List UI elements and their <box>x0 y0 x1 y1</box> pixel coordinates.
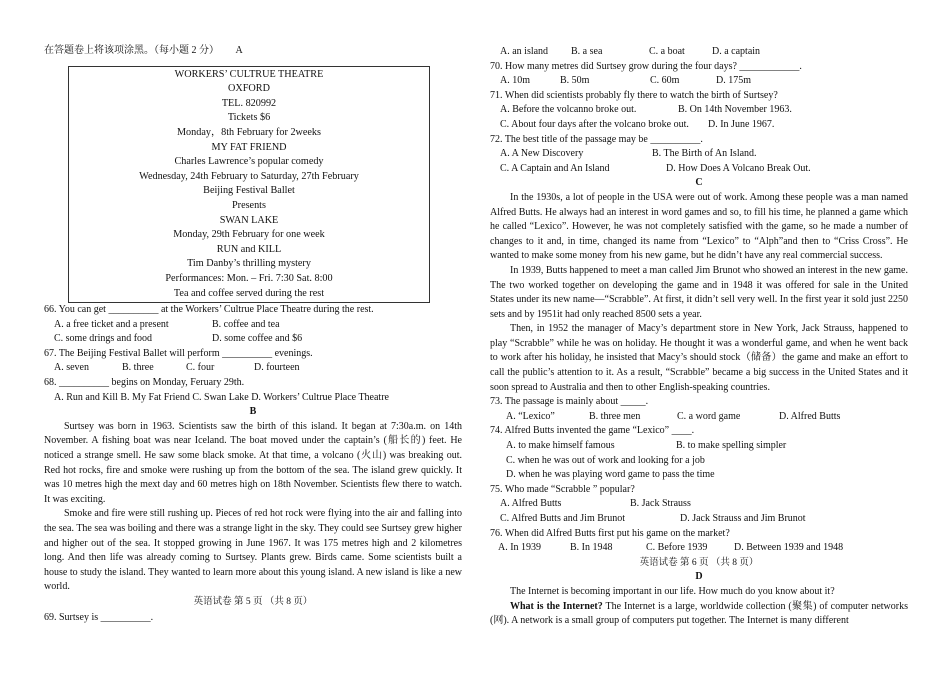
question-75: 75. Who made “Scrabble ” popular? <box>490 483 635 495</box>
question-68: 68. __________ begins on Monday, Feruary 29th. <box>44 377 245 389</box>
option-b: B. to make spelling simpler <box>676 440 787 452</box>
passage-b-paragraph-2: Smoke and fire were still rushing up. Pieces of red hot rock were flying into the air and falling into the sea. The sea was boiling and there was a strange light in the sky. They could see Surtsey grew higher and higher out of the sea. It stopped growing in June 1967. It was 175 metres high and 2 kilometres long. And then life was already coming to Surtsey. Plants grew. Birds came. Some scientists built a house to study the island. They wanted to learn more about this young island. A new island is like a new world. <box>44 508 462 593</box>
question-75-options <box>490 497 908 512</box>
notice-line: Tickets $6 <box>227 112 271 124</box>
option-d: D. a captain <box>712 46 761 57</box>
question-66-options <box>44 318 462 333</box>
notice-line: MY FAT FRIEND <box>211 141 287 153</box>
option-d: D. fourteen <box>254 362 300 374</box>
notice-line: SWAN LAKE <box>219 214 279 226</box>
option-d: D. Jack Strauss and Jim Brunot <box>680 513 806 524</box>
question-73: 73. The passage is mainly about _____. <box>490 396 649 408</box>
option-b: B. The Birth of An Island. <box>652 148 757 160</box>
option-a: A. Before the volcanno broke out. <box>500 104 637 116</box>
option-c: C. a word game <box>677 410 741 422</box>
option-d: D. Between 1939 and 1948 <box>734 542 844 554</box>
notice-line: WORKERS’ CULTRUE THEATRE <box>174 68 324 80</box>
passage-c-paragraph-2: In 1939, Butts happened to meet a man called Jim Brunot who showed an interest in the new game. The two worked together on developing the game and in 1948 it was offered for sale in the United States under its new name—“Scrabble”. At first, it didn’t sell very well. In the first year it sold just 2250 sets and by 1951it had only reached 8500 sets a year. <box>490 264 908 320</box>
page-footer-6: 英语试卷 第 6 页 （共 8 页） <box>639 557 759 568</box>
option-b: B. On 14th November 1963. <box>678 104 792 116</box>
option-a: A. Alfred Butts <box>500 498 562 510</box>
option-a: A. an island <box>500 46 549 57</box>
option-d: D. How Does A Volcano Break Out. <box>666 162 811 174</box>
notice-line: RUN and KILL <box>216 243 282 255</box>
question-66: 66. You can get __________ at the Workers’ Cultrue Place Theatre during the rest. <box>44 304 374 316</box>
notice-line: Monday, 29th February for one week <box>173 229 325 241</box>
option-b: B. a sea <box>571 46 603 57</box>
option-a: A. seven <box>54 362 89 374</box>
option-a: A. a free ticket and a present <box>54 318 169 330</box>
question-67: 67. The Beijing Festival Ballet will perform __________ evenings. <box>44 347 313 359</box>
question-73-options <box>490 410 908 425</box>
passage-c-paragraph-3: Then, in 1952 the manager of Macy’s department store in New York, Jack Strauss, happened to play “Scrabble” while he was on holiday. He thought it was a wonderful game, and when he went back to work after his holiday, he insisted that Macy’s should stock（储备）the game and make an effort to call the public’s attention to it. As a result, “Scrabble” became a big success in the United States and it soon spread to Australia and then to other English-speaking countries. <box>490 323 908 393</box>
option-d: D. when he was playing word game to pass the time <box>506 469 715 481</box>
notice-line: OXFORD <box>228 83 270 95</box>
section-b-label: B <box>249 406 257 418</box>
question-71-options <box>490 118 908 133</box>
question-70-options <box>490 74 908 89</box>
question-74: 74. Alfred Butts invented the game “Lexico” ____. <box>490 425 695 437</box>
option-d: D. 175m <box>716 75 751 87</box>
option-a: A. A New Discovery <box>500 148 584 160</box>
option-c: C. A Captain and An Island <box>500 162 610 174</box>
option-a: A. “Lexico” <box>506 410 555 422</box>
question-76: 76. When did Alfred Butts first put his game on the market? <box>490 527 730 539</box>
notice-line: Beijing Festival Ballet <box>203 185 295 197</box>
question-76-options <box>490 541 908 556</box>
notice-line: Performances: Mon. – Fri. 7:30 Sat. 8:00 <box>165 272 333 284</box>
question-74-options <box>490 439 908 454</box>
option-d: D. In June 1967. <box>708 118 775 130</box>
option-a: A. In 1939 <box>498 542 542 554</box>
question-72-options <box>490 162 908 177</box>
question-72-options <box>490 147 908 162</box>
option-c: C. when he was out of work and looking for a job <box>506 454 705 466</box>
right-column <box>490 0 908 629</box>
question-71-options <box>490 103 908 118</box>
passage-d-text: The Internet is a large, worldwide collection (聚集) of computer networks (网). A network is a small group of computers put together. The Internet is many different <box>490 600 908 627</box>
notice-line: Tim Danby’s thrilling mystery <box>187 258 311 270</box>
option-b: B. Jack Strauss <box>630 498 691 510</box>
option-b: B. 50m <box>560 75 590 87</box>
notice-line: Monday，8th February for 2weeks <box>176 126 321 138</box>
top-note: 在答题卷上将该项涂黑。（每小题 2 分） <box>44 45 219 56</box>
notice-line: Presents <box>232 199 266 211</box>
question-67-options <box>44 361 462 376</box>
option-c: C. About four days after the volcano broke out. <box>500 118 689 130</box>
passage-d-paragraph-1: The Internet is becoming important in our life. How much do you know about it? <box>510 585 835 597</box>
instruction-line <box>44 44 462 59</box>
option-c: C. four <box>186 362 215 374</box>
question-69-options <box>490 45 908 60</box>
option-c: C. some drings and food <box>54 333 153 345</box>
option-d: D. Alfred Butts <box>779 410 841 422</box>
passage-c-paragraph-1: In the 1930s, a lot of people in the USA were out of work. Among these people was a man named Alfred Butts. He always had an interest in word games and so, to fill his time, he planned a game which he called “Lexico”. However, he was not completely satisfied with the game, so he made a number of changes to it and, in time, changed its name from “Lexico” to “Alph”and then to “Criss Cross”. He wanted to make some money from his new game, but he didn’t have any real commercial success. <box>490 191 908 262</box>
notice-line: Tea and coffee served during the rest <box>173 287 325 299</box>
left-column <box>44 0 462 625</box>
notice-line: Charles Lawrence’s popular comedy <box>174 156 324 168</box>
option-b: B. coffee and tea <box>212 318 280 330</box>
option-a: A. 10m <box>500 75 530 87</box>
section-d-label: D <box>695 571 703 583</box>
option-c: C. Before 1939 <box>646 542 708 554</box>
theatre-notice <box>68 66 430 304</box>
section-a-label: A <box>235 45 243 56</box>
question-69: 69. Surtsey is __________. <box>44 611 154 623</box>
section-c-label: C <box>695 177 703 189</box>
option-b: B. three <box>122 362 154 374</box>
question-70: 70. How many metres did Surtsey grow during the four days? ____________. <box>490 60 802 72</box>
option-c: C. a boat <box>649 46 685 57</box>
notice-line: TEL. 820992 <box>221 97 277 109</box>
option-a: A. to make himself famous <box>506 440 615 452</box>
question-68-options: A. Run and Kill B. My Fat Friend C. Swan Lake D. Workers’ Cultrue Place Theatre <box>54 391 389 403</box>
page-footer-5: 英语试卷 第 5 页 （共 8 页） <box>193 596 313 607</box>
option-d: D. some coffee and $6 <box>212 333 303 345</box>
question-72: 72. The best title of the passage may be __________. <box>490 133 703 145</box>
passage-b-paragraph-1: Surtsey was born in 1963. Scientists saw the birth of this island. It began at 7:30a.m. on 14th November. A fishing boat was near Iceland. The boat moved under the captain’s (船长的) feet. He noticed a strange smell. He saw some black smoke. At that time, a volcano (火山) was breaking out. Red hot rocks, fire and smoke were rushing up from the bottom of the sea. The island grew quickly. It was 10 metres high the mext day and 60 metres high on 18th November. Scientists flew there to watch. It was exciting. <box>44 420 462 505</box>
question-75-options <box>490 512 908 527</box>
question-71: 71. When did scientists probably fly there to watch the birth of Surtsey? <box>490 89 778 101</box>
option-b: B. In 1948 <box>570 542 613 554</box>
passage-d-paragraph-2 <box>490 600 908 629</box>
option-c: C. 60m <box>650 75 680 87</box>
passage-d-heading: What is the Internet? <box>510 600 603 612</box>
option-b: B. three men <box>589 410 641 422</box>
notice-line: Wednesday, 24th February to Saturday, 27th February <box>139 170 359 182</box>
question-66-options <box>44 332 462 347</box>
option-c: C. Alfred Butts and Jim Brunot <box>500 513 625 524</box>
